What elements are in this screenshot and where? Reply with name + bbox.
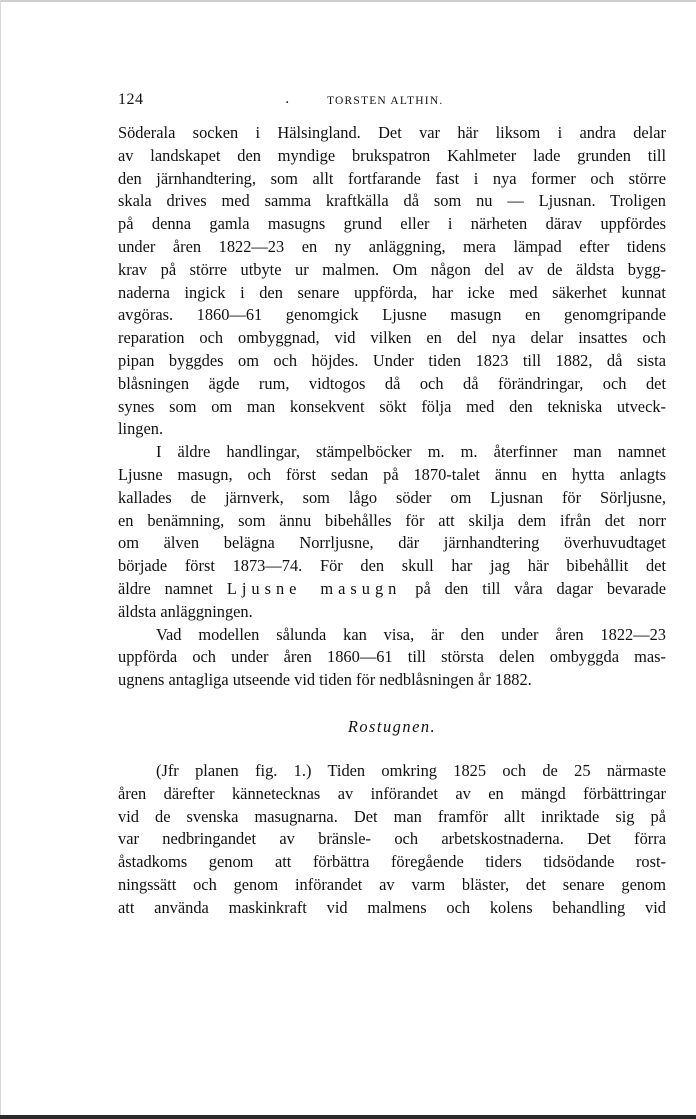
text-line: om älven belägna Norrljusne, där järnhandtering överhuvudtaget xyxy=(118,533,666,553)
text-line: ningssätt och genom införandet av varm bläster, det senare genom xyxy=(118,874,666,894)
text-line: reparation och ombyggnad, vid vilken en del nya delar insattes och xyxy=(118,328,666,348)
text-line: Vad modellen sålunda kan visa, är den under åren 1822—23 xyxy=(156,624,666,644)
text-line: blåsningen ägde rum, vidtogos då och då förändringar, och det xyxy=(118,373,666,393)
text-line: att använda maskinkraft vid malmens och kolens behandling vid xyxy=(118,897,666,917)
text-line: synes som om man konsekvent sökt följa med den tekniska utveck- xyxy=(118,396,666,416)
scan-edge-left xyxy=(0,0,1,1119)
text-fragment: äldre namnet xyxy=(118,578,227,598)
text-line: den järnhandtering, som allt fortfarande fast i nya former och större xyxy=(118,168,666,188)
text-line: skala drives med samma kraftkälla då som nu — Ljusnan. Troligen xyxy=(118,191,666,211)
text-line: naderna ingick i den senare uppförda, har icke med säkerhet kunnat xyxy=(118,282,666,302)
text-line: I äldre handlingar, stämpelböcker m. m. återfinner man namnet xyxy=(156,442,666,462)
scan-edge-top xyxy=(0,0,696,2)
text-line: Söderala socken i Hälsingland. Det var här liksom i andra delar xyxy=(118,123,666,142)
text-line: började först 1873—74. För den skull har jag här bibehållit det xyxy=(118,556,666,576)
header-dot: . xyxy=(285,91,290,107)
text-line: krav på större utbyte ur malmen. Om någon del av de äldsta bygg- xyxy=(118,259,666,279)
text-line: åstadkoms genom att förbättra föregående tiders tidsödande rost- xyxy=(118,852,666,872)
text-line: kallades de järnverk, som lågo söder om Ljusnan för Sörljusne, xyxy=(118,487,666,507)
text-line: avgöras. 1860—61 genomgick Ljusne masugn en genomgripande xyxy=(118,305,666,325)
body-text xyxy=(118,122,666,920)
text-line: ugnens antagliga utseende vid tiden för nedblåsningen år 1882. xyxy=(118,670,532,690)
text-line: på denna gamla masugns grund eller i närheten därav uppfördes xyxy=(118,214,666,234)
scan-edge-bottom xyxy=(0,1115,696,1119)
text-line-spaced xyxy=(118,578,666,601)
section-heading: Rostugnen. xyxy=(347,716,437,736)
text-line: en benämning, som ännu bibehålles för att skilja dem ifrån det norr xyxy=(118,510,666,530)
text-line: lingen. xyxy=(118,419,164,439)
text-line: äldsta anläggningen. xyxy=(118,601,253,621)
text-line: pipan byggdes om och höjdes. Under tiden 1823 till 1882, då sista xyxy=(118,350,666,370)
paragraph-1 xyxy=(118,122,666,441)
running-head: TORSTEN ALTHIN. xyxy=(327,95,444,107)
page-number: 124 xyxy=(118,91,144,108)
paragraph-2 xyxy=(118,441,666,623)
text-line: (Jfr planen fig. 1.) Tiden omkring 1825 och de 25 närmaste xyxy=(156,760,666,780)
text-line: var nedbringandet av bränsle- och arbetskostnaderna. Det förra xyxy=(118,829,666,849)
page-header xyxy=(118,91,666,113)
paragraph-3 xyxy=(118,624,666,692)
text-line: under åren 1822—23 en ny anläggning, mera lämpad efter tidens xyxy=(118,236,666,256)
text-line: uppförda och under åren 1860—61 till största delen ombyggda mas- xyxy=(118,647,666,667)
text-line: av landskapet den myndige brukspatron Kahlmeter lade grunden till xyxy=(118,145,666,165)
paragraph-4 xyxy=(118,760,666,920)
spaced-name: Ljusne masugn xyxy=(226,578,402,598)
text-line: åren därefter kännetecknas av införandet av en mängd förbättringar xyxy=(118,783,666,803)
text-fragment: på den till våra dagar bevarade xyxy=(401,578,666,598)
text-line: vid de svenska masugnarna. Det man framför allt inriktade sig på xyxy=(118,806,666,826)
text-line: Ljusne masugn, och först sedan på 1870-talet ännu en hytta anlagts xyxy=(118,464,666,484)
